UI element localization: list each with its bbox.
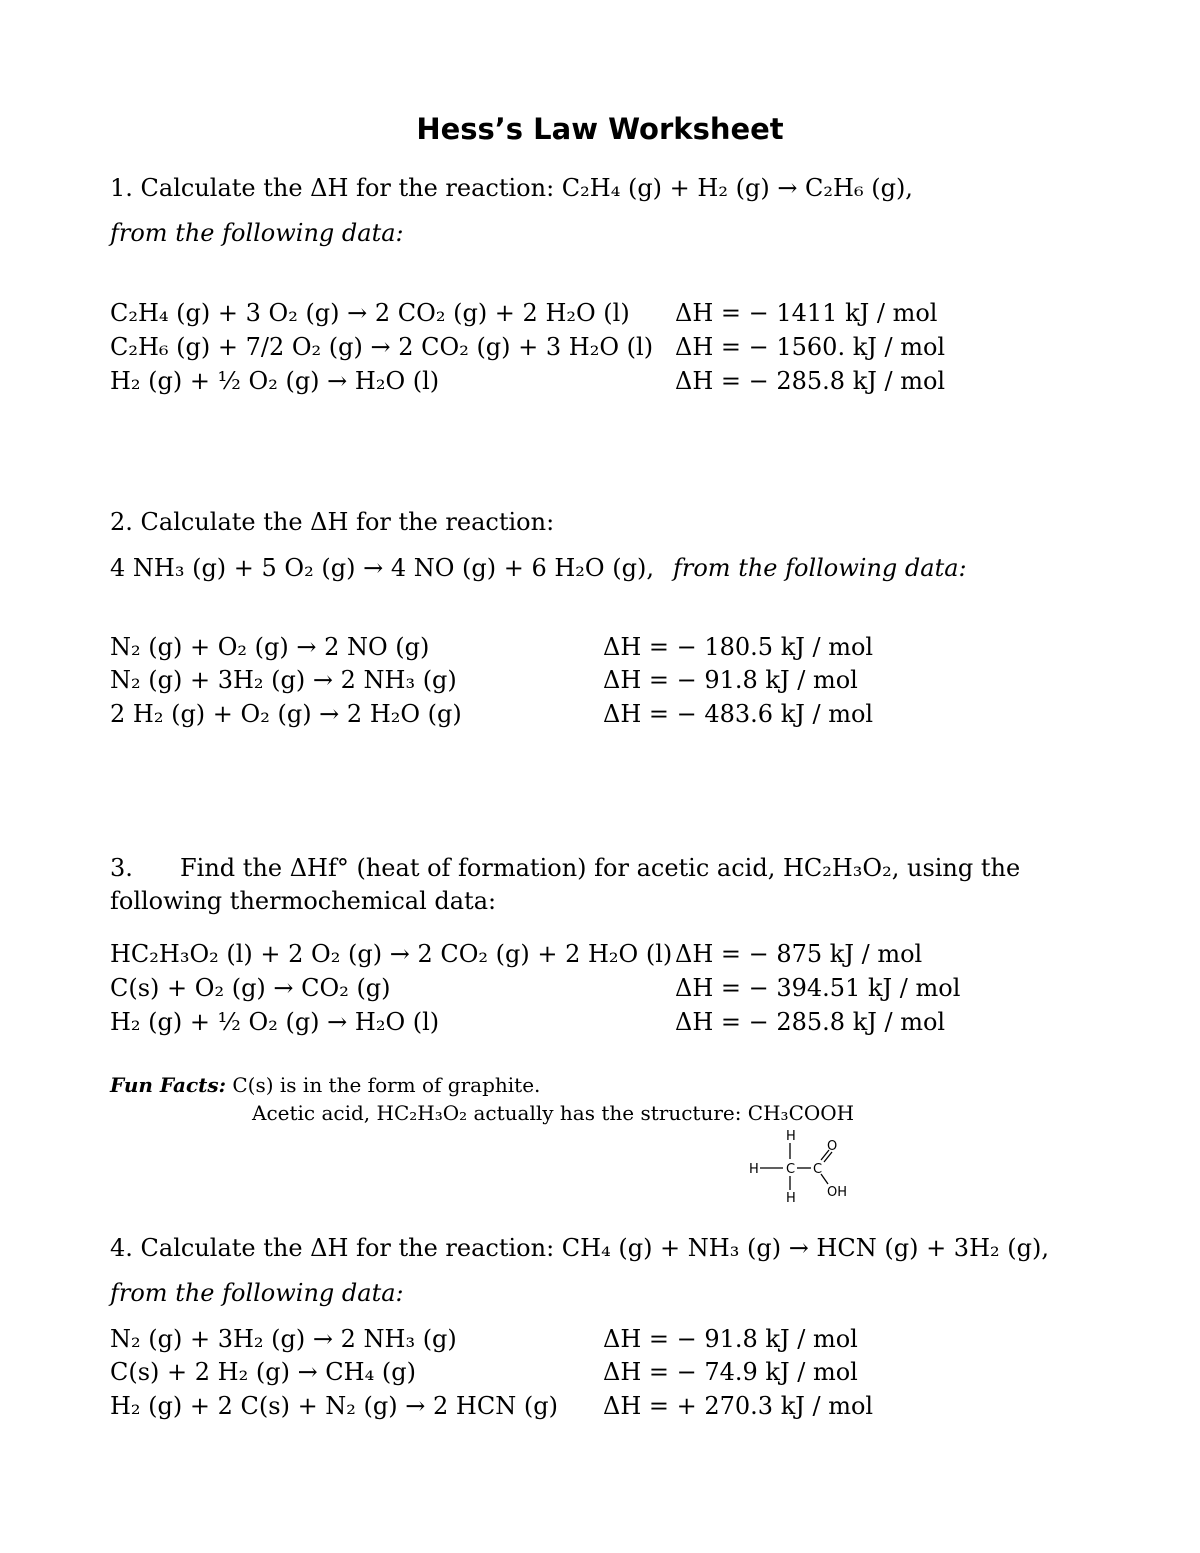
q2-data-label: from the following data: (673, 554, 967, 582)
q2-dh-2: ΔH = − 91.8 kJ / mol (603, 666, 858, 694)
q1-reaction-2: C₂H₆ (g) + 7/2 O₂ (g) → 2 CO₂ (g) + 3 H₂O (l) (110, 333, 654, 361)
q2-reaction-3: 2 H₂ (g) + O₂ (g) → 2 H₂O (g) (110, 700, 462, 728)
q1-reaction-3: H₂ (g) + ½ O₂ (g) → H₂O (l) (110, 367, 440, 395)
struct-oh: OH (827, 1185, 848, 1200)
q2-reaction-2: N₂ (g) + 3H₂ (g) → 2 NH₃ (g) (110, 666, 457, 694)
page-title: Hess’s Law Worksheet (416, 112, 784, 146)
q4-dh-3: ΔH = + 270.3 kJ / mol (603, 1392, 874, 1420)
q4-reaction-1: N₂ (g) + 3H₂ (g) → 2 NH₃ (g) (110, 1325, 457, 1353)
q3-dh-2: ΔH = − 394.51 kJ / mol (675, 974, 961, 1002)
q3-prompt: Find the ΔHf° (heat of formation) for acetic acid, HC₂H₃O₂, using the (180, 854, 1021, 882)
q4-reaction-2: C(s) + 2 H₂ (g) → CH₄ (g) (110, 1358, 416, 1386)
q2-reaction-1: N₂ (g) + O₂ (g) → 2 NO (g) (110, 633, 430, 661)
struct-o: O (827, 1139, 838, 1154)
q1-dh-2: ΔH = − 1560. kJ / mol (675, 333, 946, 361)
struct-h-top: H (786, 1129, 796, 1144)
q4-dh-1: ΔH = − 91.8 kJ / mol (603, 1325, 858, 1353)
q3-reaction-3: H₂ (g) + ½ O₂ (g) → H₂O (l) (110, 1008, 440, 1036)
struct-h-bottom: H (786, 1191, 796, 1206)
q1-prompt: 1. Calculate the ΔH for the reaction: C₂H₄ (g) + H₂ (g) → C₂H₆ (g), (110, 174, 913, 202)
q2-prompt: 2. Calculate the ΔH for the reaction: (110, 508, 555, 536)
q3-number: 3. (110, 854, 133, 882)
q2-dh-1: ΔH = − 180.5 kJ / mol (603, 633, 874, 661)
q4-prompt: 4. Calculate the ΔH for the reaction: CH₄ (g) + NH₃ (g) → HCN (g) + 3H₂ (g), (110, 1234, 1049, 1262)
q1-dh-1: ΔH = − 1411 kJ / mol (675, 299, 938, 327)
fun-facts (110, 1072, 540, 1098)
struct-c1: C (786, 1162, 796, 1177)
q4-dh-2: ΔH = − 74.9 kJ / mol (603, 1358, 858, 1386)
q3-reaction-2: C(s) + O₂ (g) → CO₂ (g) (110, 974, 391, 1002)
acetic-acid-structure (745, 1128, 865, 1208)
q4-data-label: from the following data: (110, 1279, 404, 1307)
q2-dh-3: ΔH = − 483.6 kJ / mol (603, 700, 874, 728)
q1-reaction-1: C₂H₄ (g) + 3 O₂ (g) → 2 CO₂ (g) + 2 H₂O (l) (110, 299, 630, 327)
q3-reaction-1: HC₂H₃O₂ (l) + 2 O₂ (g) → 2 CO₂ (g) + 2 H₂O (l) (110, 940, 673, 968)
fun-facts-line-1: C(s) is in the form of graphite. (226, 1073, 541, 1097)
struct-bond-oh (821, 1174, 828, 1184)
struct-bond-double-a (821, 1150, 829, 1160)
q1-dh-3: ΔH = − 285.8 kJ / mol (675, 367, 946, 395)
struct-c2: C (813, 1162, 823, 1177)
q3-dh-3: ΔH = − 285.8 kJ / mol (675, 1008, 946, 1036)
q3-prompt-continued: following thermochemical data: (110, 887, 497, 915)
q2-equation: 4 NH₃ (g) + 5 O₂ (g) → 4 NO (g) + 6 H₂O (g), (110, 554, 654, 582)
struct-h-left: H (749, 1162, 759, 1177)
q1-data-label: from the following data: (110, 219, 404, 247)
fun-facts-label: Fun Facts: (110, 1073, 227, 1097)
q3-dh-1: ΔH = − 875 kJ / mol (675, 940, 923, 968)
q4-reaction-3: H₂ (g) + 2 C(s) + N₂ (g) → 2 HCN (g) (110, 1392, 558, 1420)
fun-facts-line-2: Acetic acid, HC₂H₃O₂ actually has the structure: CH₃COOH (252, 1101, 855, 1125)
